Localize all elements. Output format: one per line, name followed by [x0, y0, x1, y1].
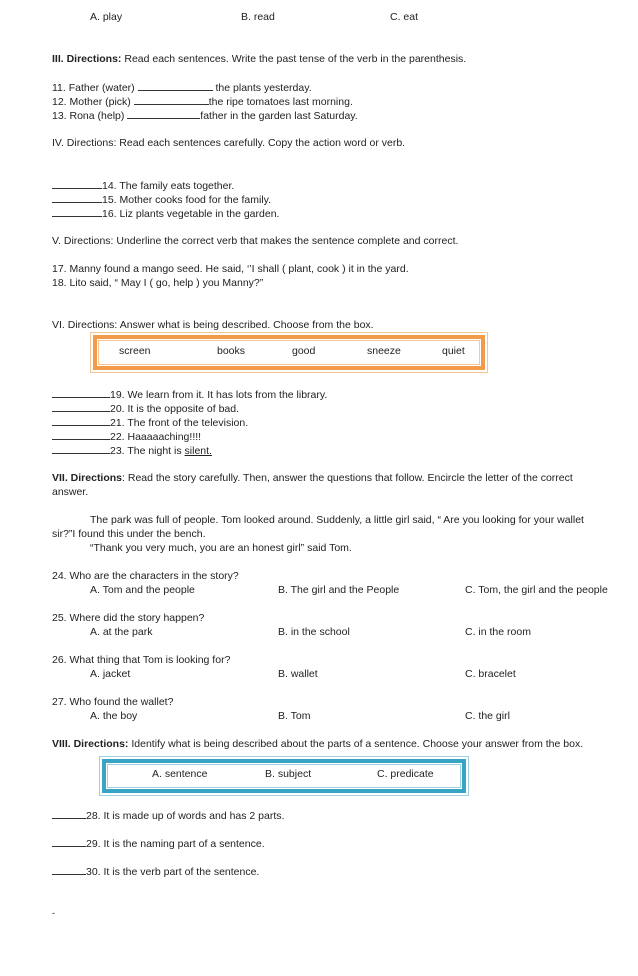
item-21 [52, 415, 248, 430]
item-15-text: 15. Mother cooks food for the family. [102, 194, 272, 206]
item-17: 17. Manny found a mango seed. He said, ‘’I shall ( plant, cook ) it in the yard. [52, 263, 409, 275]
item-12 [52, 94, 353, 109]
answer-line-21[interactable] [52, 415, 110, 426]
section-7-text-cont: answer. [52, 486, 89, 498]
box-word-predicate: C. predicate [377, 768, 434, 780]
box-word-good: good [292, 345, 316, 357]
q27-option-b[interactable]: B. Tom [278, 710, 311, 722]
q24-option-c[interactable]: C. Tom, the girl and the people [465, 584, 608, 596]
question-27: 27. Who found the wallet? [52, 696, 174, 708]
section-8-heading [52, 737, 583, 751]
box-word-books: books [217, 345, 246, 357]
answer-line-22[interactable] [52, 429, 110, 440]
item-16-text: 16. Liz plants vegetable in the garden. [102, 208, 280, 220]
section-8-text: Identify what is being described about the parts of a sentence. Choose your answer from the box. [128, 738, 584, 750]
item-11-post: the plants yesterday. [212, 82, 312, 94]
q25-option-c[interactable]: C. in the room [465, 626, 531, 638]
item-29 [52, 836, 265, 851]
q26-option-c[interactable]: C. bracelet [465, 668, 516, 680]
item-18: 18. Lito said, “ May I ( go, help ) you Manny?” [52, 277, 264, 289]
item-13-post: father in the garden last Saturday. [200, 110, 358, 122]
item-23-text: 23. The night is [110, 445, 185, 457]
answer-line-19[interactable] [52, 387, 110, 398]
q24-option-b[interactable]: B. The girl and the People [278, 584, 400, 596]
q27-option-c[interactable]: C. the girl [465, 710, 510, 722]
item-22-text: 22. Haaaaaching!!!! [110, 431, 202, 443]
item-28 [52, 808, 284, 823]
question-26: 26. What thing that Tom is looking for? [52, 654, 231, 666]
q24-option-a[interactable]: A. Tom and the people [90, 584, 195, 596]
choice-b: B. read [241, 11, 275, 23]
section-3-text: Read each sentences. Write the past tense of the verb in the parenthesis. [121, 53, 467, 65]
q26-option-b[interactable]: B. wallet [278, 668, 318, 680]
q25-option-b[interactable]: B. in the school [278, 626, 350, 638]
section-5-heading: V. Directions: Underline the correct verb that makes the sentence complete and correct. [52, 235, 459, 247]
item-20 [52, 401, 239, 416]
box-word-quiet: quiet [442, 345, 465, 357]
choice-c: C. eat [390, 11, 419, 23]
story-line-1: The park was full of people. Tom looked around. Suddenly, a little girl said, “ Are you looking for your wallet [90, 514, 584, 526]
answer-line-12[interactable] [134, 94, 209, 105]
answer-line-13[interactable] [127, 108, 200, 119]
item-12-pre: 12. Mother (pick) [52, 96, 134, 108]
item-21-text: 21. The front of the television. [110, 417, 249, 429]
question-24: 24. Who are the characters in the story? [52, 570, 239, 582]
item-14 [52, 178, 234, 193]
footer-mark: - [52, 908, 55, 918]
box-word-screen: screen [119, 345, 151, 357]
item-22 [52, 429, 201, 444]
item-13 [52, 108, 358, 123]
item-13-pre: 13. Rona (help) [52, 110, 128, 122]
item-14-text: 14. The family eats together. [102, 180, 235, 192]
section-7-text: : Read the story carefully. Then, answer the questions that follow. Encircle the letter of the correct [122, 472, 573, 484]
section-6-heading: VI. Directions: Answer what is being described. Choose from the box. [52, 319, 374, 331]
box-word-sentence: A. sentence [152, 768, 208, 780]
item-19-text: 19. We learn from it. It has lots from the library. [110, 389, 328, 401]
story-line-3: “Thank you very much, you are an honest girl” said Tom. [90, 542, 352, 554]
answer-line-23[interactable] [52, 443, 110, 454]
section-8-bold: VIII. Directions: [52, 738, 129, 750]
question-25: 25. Where did the story happen? [52, 612, 205, 624]
q26-option-a[interactable]: A. jacket [90, 668, 131, 680]
item-30-text: 30. It is the verb part of the sentence. [86, 866, 260, 878]
answer-line-16[interactable] [52, 206, 102, 217]
box-word-sneeze: sneeze [367, 345, 401, 357]
section-7-bold: VII. Directions [52, 472, 123, 484]
answer-line-14[interactable] [52, 178, 102, 189]
section-3-heading [52, 52, 466, 66]
item-20-text: 20. It is the opposite of bad. [110, 403, 240, 415]
choice-a: A. play [90, 11, 123, 23]
item-11-pre: 11. Father (water) [52, 82, 138, 94]
q27-option-a[interactable]: A. the boy [90, 710, 138, 722]
item-15 [52, 192, 271, 207]
item-30 [52, 864, 259, 879]
answer-line-29[interactable] [52, 836, 86, 847]
item-23-underlined: silent. [184, 445, 212, 457]
box-word-subject: B. subject [265, 768, 312, 780]
item-11 [52, 80, 312, 95]
item-12-post: the ripe tomatoes last morning. [208, 96, 353, 108]
section-7-heading [52, 471, 573, 485]
answer-line-11[interactable] [138, 80, 213, 91]
item-19 [52, 387, 327, 402]
story-line-2: sir?”I found this under the bench. [52, 528, 206, 540]
answer-line-30[interactable] [52, 864, 86, 875]
answer-line-28[interactable] [52, 808, 86, 819]
section-4-heading: IV. Directions: Read each sentences carefully. Copy the action word or verb. [52, 137, 406, 149]
q25-option-a[interactable]: A. at the park [90, 626, 153, 638]
item-16 [52, 206, 279, 221]
item-28-text: 28. It is made up of words and has 2 parts. [86, 810, 285, 822]
item-23 [52, 443, 212, 458]
word-box [93, 335, 485, 370]
item-29-text: 29. It is the naming part of a sentence. [86, 838, 265, 850]
answer-line-15[interactable] [52, 192, 102, 203]
answer-line-20[interactable] [52, 401, 110, 412]
section-3-bold: III. Directions: [52, 53, 122, 65]
